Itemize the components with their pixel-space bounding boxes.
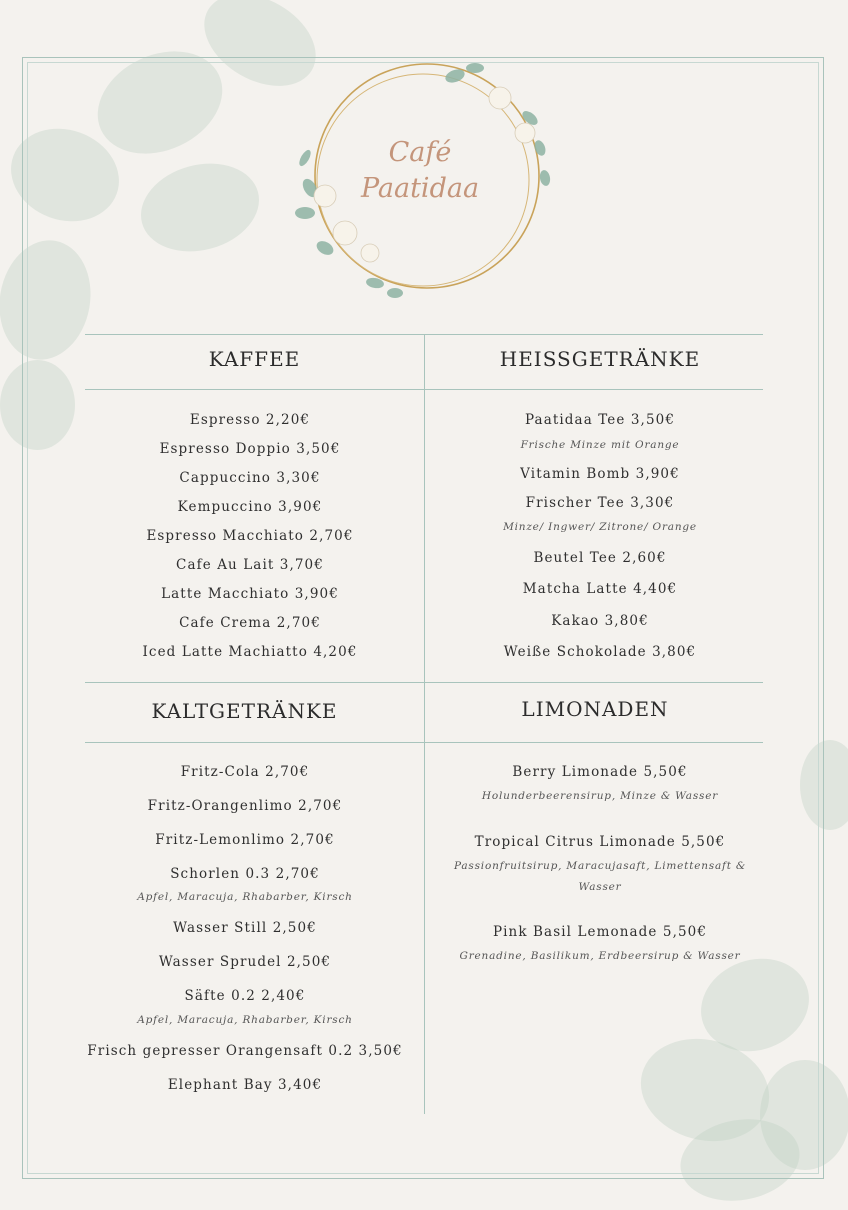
menu-item: Paatidaa Tee 3,50€ [524,412,676,428]
kaltgetraenke-list [50,0,440,1200]
menu-item-description: Minze/ Ingwer/ Zitrone/ Orange [503,521,697,533]
menu-item-description: Passionfruitsirup, Maracujasaft, Limettensaft & [453,860,747,872]
menu-item: Cappuccino 3,30€ [179,470,321,486]
menu-item-description: Apfel, Maracuja, Rhabarber, Kirsch [137,891,353,903]
menu-item: Iced Latte Machiatto 4,20€ [142,644,358,660]
menu-item: Espresso 2,20€ [189,412,311,428]
menu-item: Elephant Bay 3,40€ [167,1077,323,1093]
menu-item-description: Grenadine, Basilikum, Erdbeersirup & Wasser [459,950,741,962]
section-title-limonaden: LIMONADEN [521,697,669,721]
brand-name-line2: Paatidaa [360,173,480,204]
menu-item-description: Apfel, Maracuja, Rhabarber, Kirsch [137,1014,353,1026]
menu-item: Cafe Crema 2,70€ [179,615,321,631]
menu-item: Fritz-Cola 2,70€ [180,764,310,780]
menu-item: Matcha Latte 4,40€ [522,581,678,597]
menu-item: Fritz-Lemonlimo 2,70€ [155,832,335,848]
menu-item: Kakao 3,80€ [551,613,649,629]
menu-item: Vitamin Bomb 3,90€ [520,466,680,482]
menu-item: Beutel Tee 2,60€ [533,550,667,566]
menu-item: Kempuccino 3,90€ [177,499,323,515]
menu-item: Frischer Tee 3,30€ [525,495,675,511]
menu-item: Tropical Citrus Limonade 5,50€ [474,834,726,850]
menu-item-description: Wasser [578,881,622,893]
menu-item: Fritz-Orangenlimo 2,70€ [147,798,343,814]
menu-item-description: Frische Minze mit Orange [520,439,680,451]
menu-item: Espresso Macchiato 2,70€ [146,528,354,544]
menu-item-description: Holunderbeerensirup, Minze & Wasser [481,790,719,802]
limonaden-list [424,0,776,1200]
menu-item: Wasser Sprudel 2,50€ [158,954,332,970]
menu-item: Latte Macchiato 3,90€ [161,586,339,602]
menu-item: Frisch gepresser Orangensaft 0.2 3,50€ [87,1043,403,1059]
menu-item: Pink Basil Lemonade 5,50€ [492,924,708,940]
menu-item: Espresso Doppio 3,50€ [159,441,341,457]
menu-item: Cafe Au Lait 3,70€ [176,557,324,573]
menu-item: Wasser Still 2,50€ [173,920,317,936]
section-title-kaltgetraenke: KALTGETRÄNKE [151,699,338,723]
brand-name-line1: Café [388,137,452,168]
section-title-kaffee: KAFFEE [208,347,301,371]
menu-item: Säfte 0.2 2,40€ [184,988,306,1004]
section-title-heissgetraenke: HEISSGETRÄNKE [499,347,701,371]
menu-item: Weiße Schokolade 3,80€ [503,644,697,660]
menu-item: Berry Limonade 5,50€ [512,764,688,780]
menu-item: Schorlen 0.3 2,70€ [170,866,320,882]
